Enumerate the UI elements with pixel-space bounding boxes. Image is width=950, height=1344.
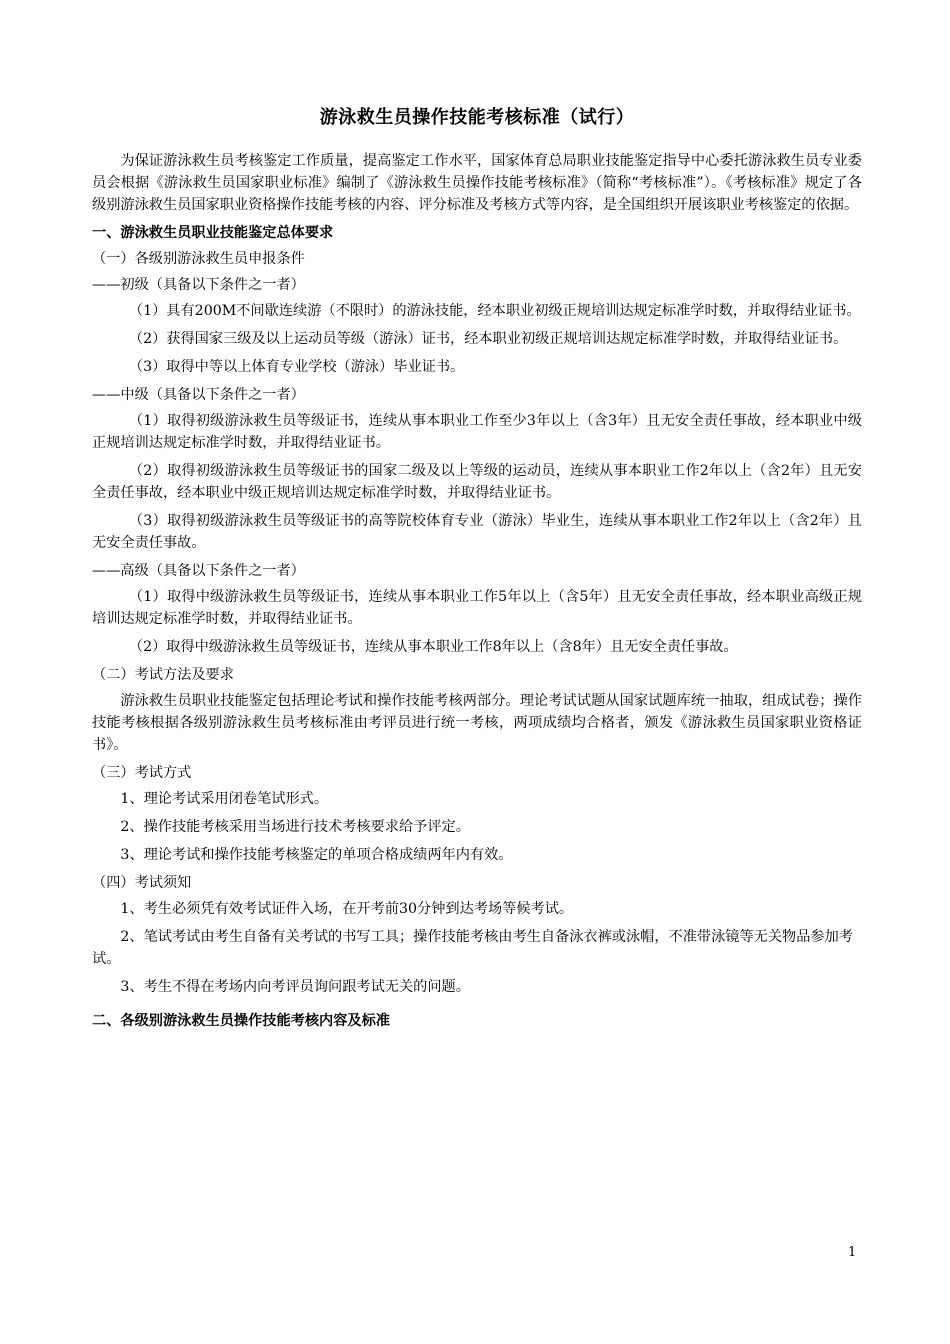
- sub4-item-3: 3、考生不得在考场内向考评员询问跟考试无关的问题。: [120, 978, 470, 995]
- junior-item-1: （1）具有200M不间歇连续游（不限时）的游泳技能，经本职业初级正规培训达规定标准学时数，并取得结业证书。: [128, 302, 861, 319]
- sub2-text: 游泳救生员职业技能鉴定包括理论考试和操作技能考核两部分。理论考试试题从国家试题库统一抽取，组成试卷；操作技能考核根据各级别游泳救生员考核标准由考评员进行统一考核，两项成绩均合格者，颁发《游泳救生员国家职业资格证书》。: [92, 692, 862, 753]
- middle-label: ——中级（具备以下条件之一者）: [92, 386, 305, 403]
- sub4-item-2: 2、笔试考试由考生自备有关考试的书写工具；操作技能考核由考生自备泳衣裤或泳帽，不准带泳镜等无关物品参加考试。: [92, 928, 853, 967]
- middle-item-2: （2）取得初级游泳救生员等级证书的国家二级及以上等级的运动员，连续从事本职业工作2年以上（含2年）且无安全责任事故，经本职业中级正规培训达规定标准学时数，并取得结业证书。: [92, 462, 862, 501]
- page-number: 1: [848, 1245, 857, 1260]
- sub4-heading: （四）考试须知: [92, 874, 192, 891]
- sub3-item-1: 1、理论考试采用闭卷笔试形式。: [120, 790, 329, 807]
- section2-heading: 二、各级别游泳救生员操作技能考核内容及标准: [92, 1012, 390, 1029]
- sub3-item-3: 3、理论考试和操作技能考核鉴定的单项合格成绩两年内有效。: [120, 846, 513, 863]
- middle-item-1: （1）取得初级游泳救生员等级证书，连续从事本职业工作至少3年以上（含3年）且无安全责任事故，经本职业中级正规培训达规定标准学时数，并取得结业证书。: [92, 412, 862, 451]
- sub2-heading: （二）考试方法及要求: [92, 666, 234, 683]
- sub3-item-2: 2、操作技能考核采用当场进行技术考核要求给予评定。: [120, 818, 470, 835]
- sub4-item-1: 1、考生必须凭有效考试证件入场，在开考前30分钟到达考场等候考试。: [120, 900, 574, 917]
- document-page: [92, 104, 862, 1032]
- intro-paragraph: 为保证游泳救生员考核鉴定工作质量，提高鉴定工作水平，国家体育总局职业技能鉴定指导中心委托游泳救生员专业委员会根据《游泳救生员国家职业标准》编制了《游泳救生员操作技能考核标准》（简称“考核标准”）。《考核标准》规定了各级别游泳救生员国家职业资格操作技能考核的内容、评分标准及考核方式等内容，是全国组织开展该职业考核鉴定的依据。: [92, 152, 862, 213]
- document-title: 游泳救生员操作技能考核标准（试行）: [319, 107, 635, 128]
- middle-item-3: （3）取得初级游泳救生员等级证书的高等院校体育专业（游泳）毕业生，连续从事本职业工作2年以上（含2年）且无安全责任事故。: [92, 512, 862, 551]
- senior-label: ——高级（具备以下条件之一者）: [92, 562, 305, 579]
- junior-label: ——初级（具备以下条件之一者）: [92, 276, 305, 293]
- junior-item-2: （2）获得国家三级及以上运动员等级（游泳）证书，经本职业初级正规培训达规定标准学时数，并取得结业证书。: [128, 330, 848, 347]
- sub1-heading: （一）各级别游泳救生员申报条件: [92, 250, 305, 267]
- senior-item-1: （1）取得中级游泳救生员等级证书，连续从事本职业工作5年以上（含5年）且无安全责任事故，经本职业高级正规培训达规定标准学时数，并取得结业证书。: [92, 588, 862, 627]
- sub3-heading: （三）考试方式: [92, 764, 192, 781]
- senior-item-2: （2）取得中级游泳救生员等级证书，连续从事本职业工作8年以上（含8年）且无安全责任事故。: [128, 638, 738, 655]
- section1-heading: 一、游泳救生员职业技能鉴定总体要求: [92, 224, 334, 241]
- junior-item-3: （3）取得中等以上体育专业学校（游泳）毕业证书。: [128, 358, 465, 375]
